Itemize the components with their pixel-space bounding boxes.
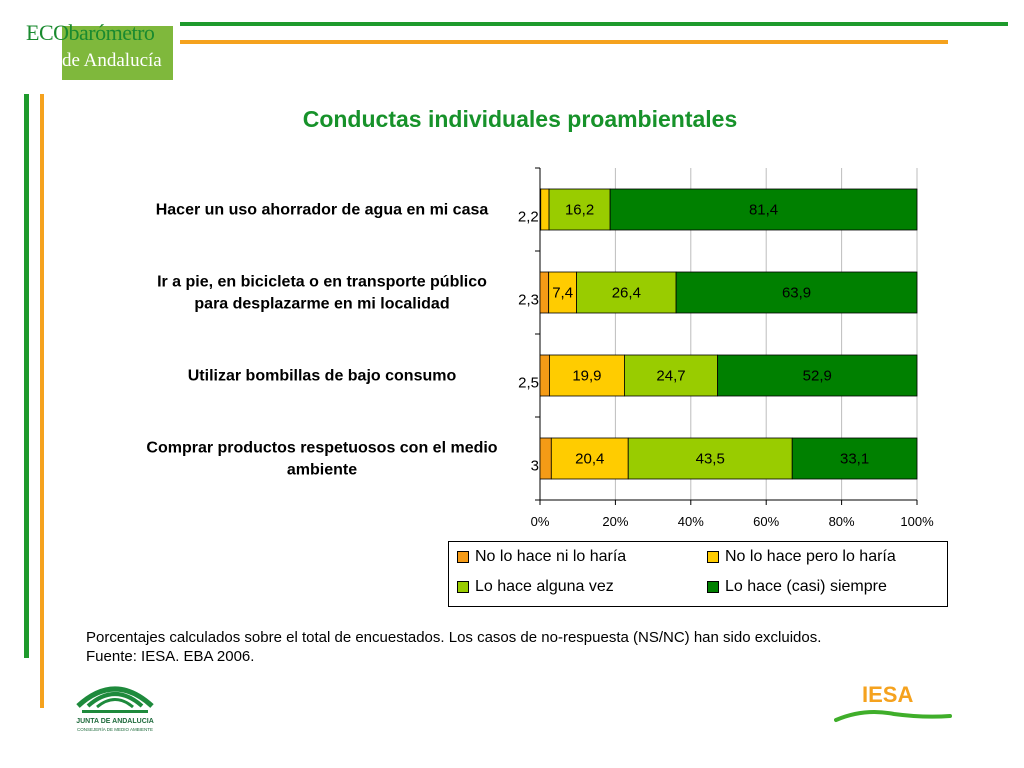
footnote [86,628,821,666]
logo-line1: ECObarómetro [26,20,155,45]
logo-line2: de Andalucía [62,50,162,71]
legend-item [457,548,626,566]
data-label: 3 [530,457,539,475]
x-tick-label: 100% [900,514,934,529]
iesa-text: IESA [862,682,914,707]
data-label: 2,2 [517,208,539,226]
category-label: Ir a pie, en bicicleta o en transporte público [157,273,487,291]
data-label: 33,1 [840,450,870,468]
bar-segment [540,272,549,313]
legend-label: Lo hace alguna vez [475,578,614,595]
legend-item [707,548,896,566]
legend-swatch [707,581,719,593]
data-label: 24,7 [656,367,686,385]
data-label: 52,9 [802,367,832,385]
data-label: 2,3 [518,291,539,309]
footnote-source: Fuente: IESA. EBA 2006. [86,648,255,665]
data-label: 63,9 [781,284,812,302]
legend-item [457,578,614,596]
footnote-line1: Porcentajes calculados sobre el total de encuestados. Los casos de no-respuesta (NS/NC) han sido excluidos. [86,629,822,646]
data-label: 81,4 [748,201,779,219]
x-tick-label: 60% [753,514,780,529]
legend-swatch [707,551,719,563]
x-tick-label: 0% [530,514,550,529]
data-label: 2,5 [518,374,539,392]
legend-swatch [457,551,469,563]
data-label: 26,4 [611,284,641,302]
chart-legend [448,541,948,607]
x-tick-label: 40% [677,514,704,529]
legend-swatch [457,581,469,593]
iesa-logo [834,678,954,726]
category-label: Utilizar bombillas de bajo consumo [187,367,457,385]
junta-andalucia-logo [70,672,160,736]
x-tick-label: 80% [828,514,855,529]
category-label: para desplazarme en mi localidad [194,295,450,313]
data-label: 20,4 [575,450,605,468]
bar-segment [541,189,549,230]
legend-label: Lo hace (casi) siempre [725,578,887,595]
data-label: 7,4 [552,284,574,302]
junta-line2: CONSEJERÍA DE MEDIO AMBIENTE [76,727,154,732]
legend-label: No lo hace pero lo haría [725,548,896,565]
x-tick-label: 20% [602,514,629,529]
bar-segment [540,438,551,479]
bar-segment [540,355,549,396]
legend-item [707,578,887,596]
chart-title: Conductas individuales proambientales [302,106,738,132]
data-label: 19,9 [572,367,602,385]
data-label: 16,2 [564,201,595,219]
category-label: Comprar productos respetuosos con el medio [146,439,498,457]
category-label: Hacer un uso ahorrador de agua en mi casa [155,201,489,219]
category-label: ambiente [286,461,358,479]
data-label: 43,5 [695,450,725,468]
junta-line1: JUNTA DE ANDALUCIA [76,718,154,725]
legend-label: No lo hace ni lo haría [475,548,627,565]
